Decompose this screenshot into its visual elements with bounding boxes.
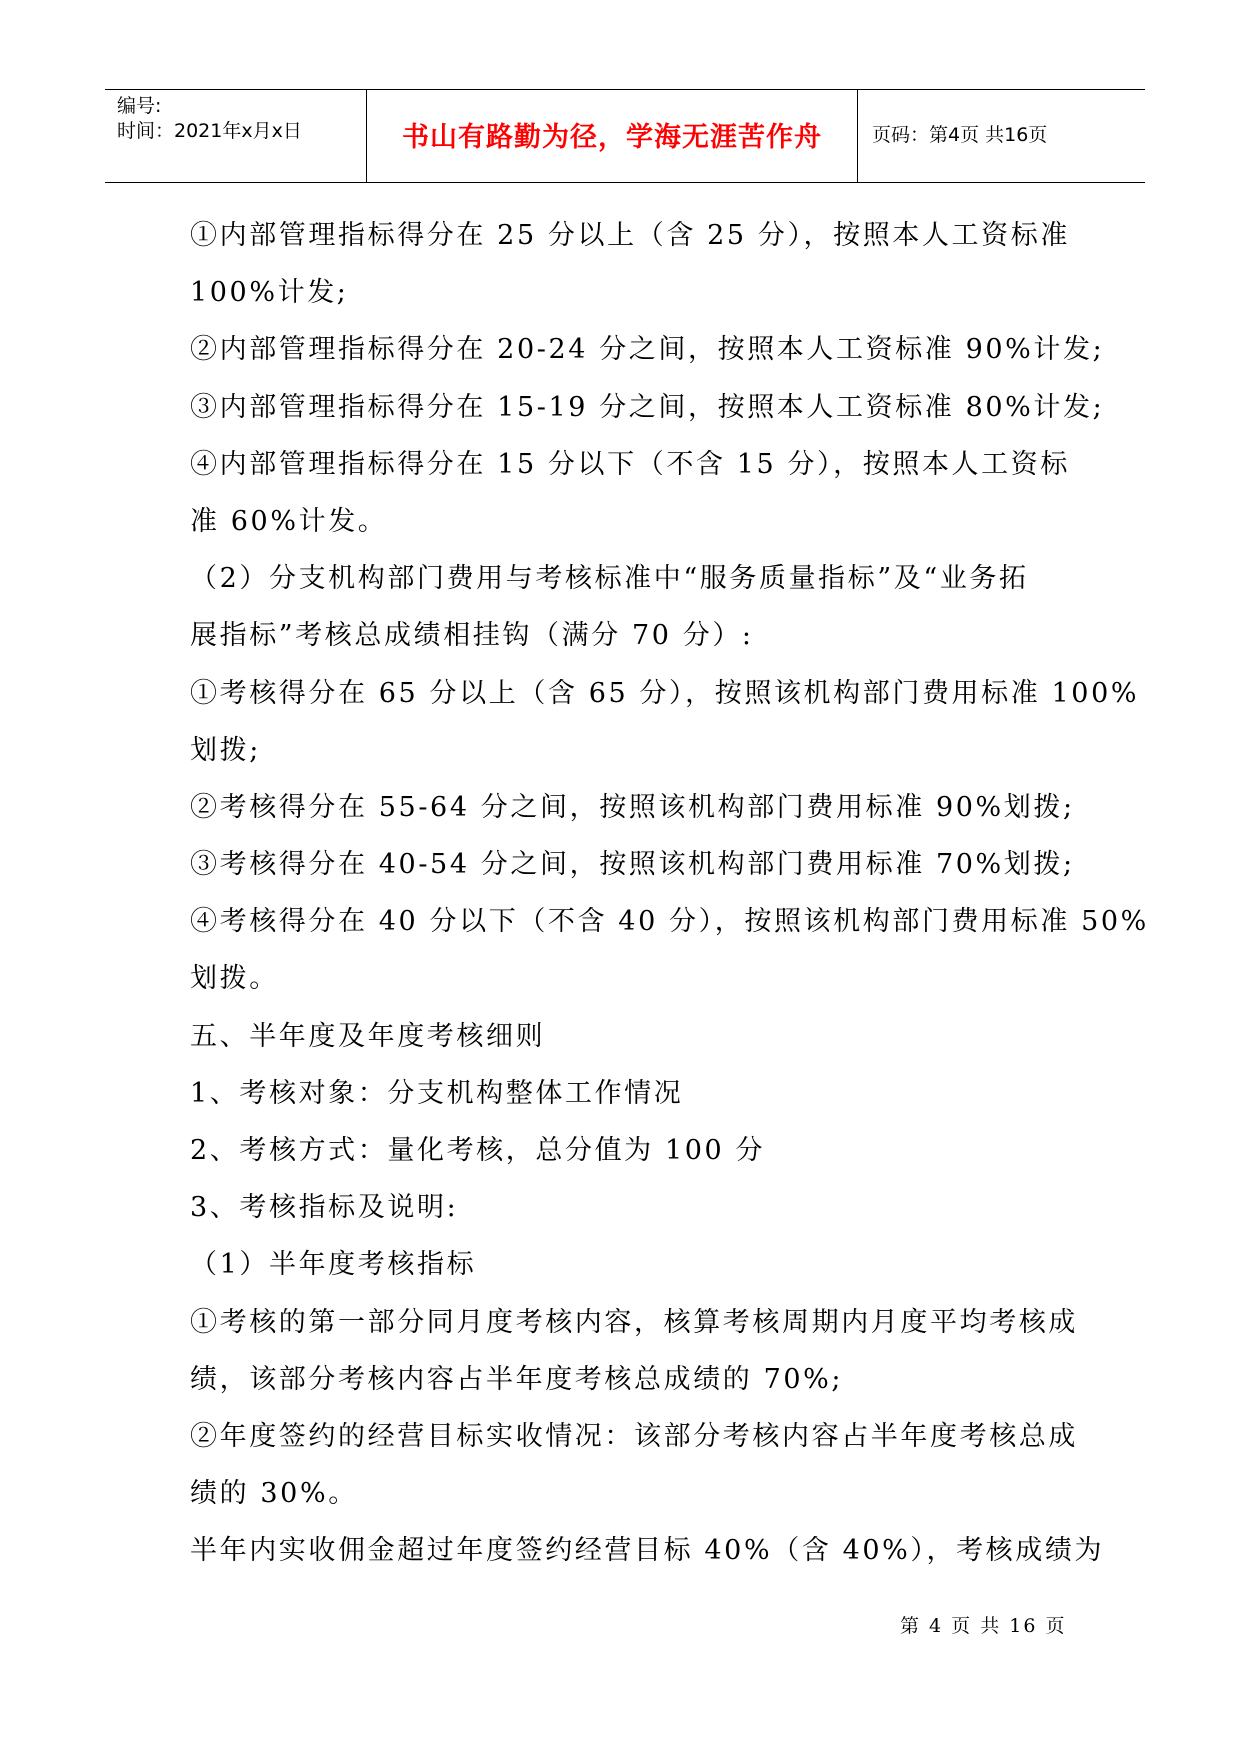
text-line: ④内部管理指标得分在 15 分以下（不含 15 分），按照本人工资标: [190, 448, 1070, 480]
text-line: ③考核得分在 40-54 分之间，按照该机构部门费用标准 70%划拨;: [190, 849, 1075, 881]
text-line: ①内部管理指标得分在 25 分以上（含 25 分），按照本人工资标准: [190, 220, 1070, 251]
text-line: 绩，该部分考核内容占半年度考核总成绩的 70%;: [190, 1363, 844, 1395]
text-line: 半年内实收佣金超过年度签约经营目标 40%（含 40%），考核成绩为: [190, 1535, 1105, 1567]
text-line: 准 60%计发。: [190, 505, 388, 537]
page-footer: 第 4 页 共 16 页: [900, 1615, 1067, 1637]
text-line: 100%计发;: [190, 277, 349, 309]
text-line: ①考核的第一部分同月度考核内容，核算考核周期内月度平均考核成: [190, 1306, 1078, 1338]
text-line: 划拨;: [190, 734, 261, 766]
document-body: [190, 207, 1149, 1580]
text-line: 1、考核对象：分支机构整体工作情况: [190, 1077, 684, 1109]
text-line: 2、考核方式：量化考核，总分值为 100 分: [190, 1135, 766, 1166]
text-line: ②年度签约的经营目标实收情况：该部分考核内容占半年度考核总成: [190, 1420, 1078, 1452]
text-line: 划拨。: [190, 963, 279, 995]
section-heading: 五、半年度及年度考核细则: [190, 1020, 546, 1052]
number-label: 编号:: [117, 95, 162, 117]
text-line: 展指标”考核总成绩相挂钩（满分 70 分）:: [190, 620, 754, 652]
header-meta: [105, 90, 367, 182]
text-line: ③内部管理指标得分在 15-19 分之间，按照本人工资标准 80%计发;: [190, 391, 1105, 423]
time-label: 时间：2021年x月x日: [117, 120, 302, 142]
page-header: [105, 89, 1145, 183]
text-line: ②考核得分在 55-64 分之间，按照该机构部门费用标准 90%划拨;: [190, 791, 1075, 823]
subsection-heading: （1）半年度考核指标: [190, 1249, 477, 1281]
header-page-code: 页码：第4页 共16页: [872, 123, 1048, 146]
text-line: ②内部管理指标得分在 20-24 分之间，按照本人工资标准 90%计发;: [190, 334, 1105, 366]
header-motto: 书山有路勤为径，学海无涯苦作舟: [367, 90, 858, 182]
text-line: ①考核得分在 65 分以上（含 65 分），按照该机构部门费用标准 100%: [190, 677, 1140, 709]
text-line: （2）分支机构部门费用与考核标准中“服务质量指标”及“业务拓: [190, 563, 1029, 595]
text-line: 绩的 30%。: [190, 1478, 358, 1510]
text-line: 3、考核指标及说明:: [190, 1192, 459, 1224]
text-line: ④考核得分在 40 分以下（不含 40 分），按照该机构部门费用标准 50%: [190, 906, 1149, 938]
